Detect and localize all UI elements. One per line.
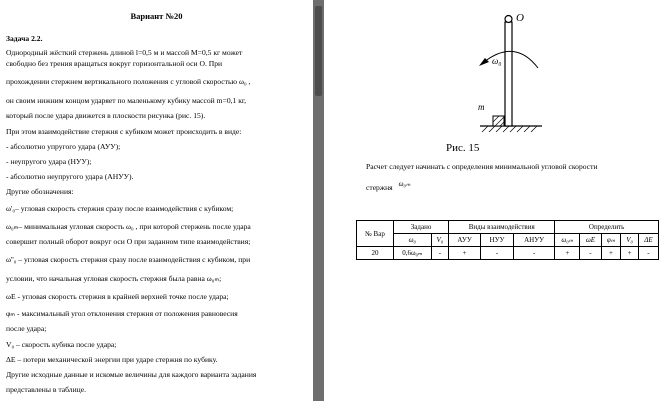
table-cell: + [449, 247, 481, 260]
table-cell: + [555, 247, 580, 260]
sub-header: V₀ [431, 234, 449, 247]
omega-label: ω₀ [492, 56, 502, 66]
text-line: прохождении стержнем вертикального положения с угловой скоростью ω₀ , [6, 77, 251, 86]
text-line: он своим нижним концом ударяет по маленькому кубику массой m=0,1 кг, [6, 96, 247, 105]
text-line: который после удара движется в плоскости рисунка (рис. 15). [6, 111, 206, 120]
rod-diagram [460, 8, 580, 133]
sub-header: V₀ [621, 234, 639, 247]
text-line: При этом взаимодействие стержня с кубиком может происходить в виде: [6, 127, 242, 136]
text-line: Другие обозначения: [6, 187, 74, 196]
instruction-line: Расчет следует начинать с определения минимальной угловой скорости [366, 162, 598, 171]
left-document-page [0, 0, 313, 401]
table-row [357, 247, 659, 260]
ground-hatching [482, 126, 537, 132]
header-interaction: Виды взаимодействия [449, 221, 555, 234]
header-determine: Определить [555, 221, 659, 234]
sub-header: НУУ [481, 234, 514, 247]
mass-label: m [478, 102, 485, 112]
text-line: ω₀ₘ– минимальная угловая скорость ω₀ , при которой стержень после удара [6, 222, 251, 231]
scrollbar-thumb[interactable] [315, 6, 322, 96]
header-given: Задано [393, 221, 448, 234]
figure-caption: Рис. 15 [446, 142, 480, 154]
sub-header: ωE [580, 234, 601, 247]
sub-header: ΔE [638, 234, 658, 247]
omega-min-symbol: ω₀ₘ [398, 180, 411, 188]
table-header-row [357, 221, 659, 234]
text-line: - абсолютно упругого удара (АУУ); [6, 142, 121, 151]
sub-header: АНУУ [513, 234, 554, 247]
text-line: совершит полный оборот вокруг оси O при заданном типе взаимодействия; [6, 237, 251, 246]
table-cell: - [638, 247, 658, 260]
table-cell: 20 [357, 247, 394, 260]
axis-label: O [516, 12, 524, 24]
text-line: после удара; [6, 324, 47, 333]
task-number: Задача 2.2. [6, 34, 43, 43]
text-line: представлены в таблице. [6, 385, 86, 394]
table-subheader-row [357, 234, 659, 247]
sub-header: АУУ [449, 234, 481, 247]
rod [505, 22, 512, 126]
text-line: - неупругого удара (НУУ); [6, 157, 92, 166]
instruction-line-2: стержня ω₀ₘ [366, 180, 411, 192]
table-cell: + [601, 247, 621, 260]
text-line: Однородный жёсткий стержень длиной l=0,5 м и массой M=0,5 кг может [6, 48, 243, 57]
pivot-point [505, 16, 512, 23]
variant-title: Вариант №20 [130, 11, 183, 21]
table-cell: - [431, 247, 449, 260]
sub-header: φₘ [601, 234, 621, 247]
text-line: V₀ – скорость кубика после удара; [6, 340, 117, 349]
vertical-scrollbar[interactable] [313, 0, 324, 401]
sub-header: ω₀ₘ [555, 234, 580, 247]
table-cell: - [580, 247, 601, 260]
text-line: Другие исходные данные и искомые величины для каждого варианта задания [6, 370, 257, 379]
cube [493, 116, 504, 126]
table-cell: + [621, 247, 639, 260]
text-line: - абсолютно неупругого удара (АНУУ). [6, 172, 134, 181]
text-line: φₘ - максимальный угол отклонения стержня от положения равновесия [6, 309, 238, 318]
table-cell: - [513, 247, 554, 260]
task-table [356, 220, 659, 260]
text-line: ωE - угловая скорость стержня в крайней верхней точке после удара; [6, 292, 229, 301]
sub-header: ω₀ [393, 234, 431, 247]
table-cell: - [481, 247, 514, 260]
text-line: свободно без трения вращаться вокруг горизонтальной оси O. При [6, 59, 223, 68]
header-variant: № Вар [357, 221, 394, 247]
text-line: ω'₀– угловая скорость стержня сразу после взаимодействия с кубиком; [6, 204, 234, 213]
table-cell: 0,6ω₀ₘ [393, 247, 431, 260]
text-line: условии, что начальная угловая скорость стержня была равна ω₀ₘ; [6, 274, 222, 283]
text-line: ΔE – потери механической энергии при ударе стержня по кубику. [6, 355, 218, 364]
text-line: ω''₀ – угловая скорость стержня сразу после взаимодействия с кубиком, при [6, 255, 251, 264]
